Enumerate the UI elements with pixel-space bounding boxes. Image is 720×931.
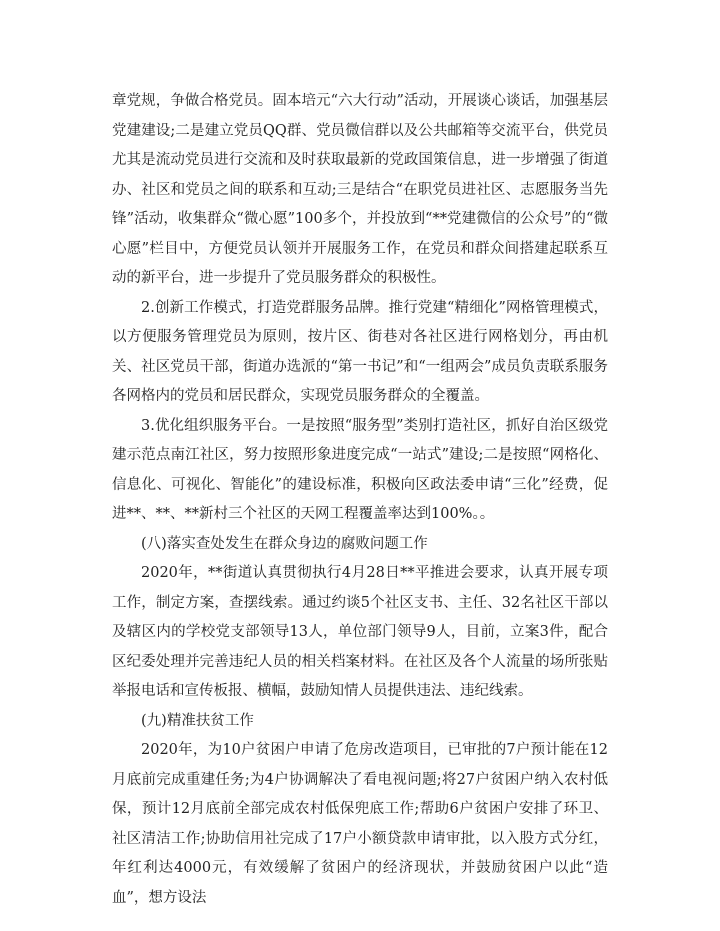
paragraph-anticorruption-work: 2020年，**街道认真贯彻执行4月28日**平推进会要求，认真开展专项工作，制定方案，查摆线索。通过约谈5个社区支书、主任、32名社区干部以及辖区内的学校党支部领导13人，单位部门领导9人，目前，立案3件，配合区纪委处理并完善违纪人员的相关档案材料。在社区及各个人流量的场所张贴举报电话和宣传板报、横幅，鼓励知情人员提供违法、违纪线索。 <box>112 565 608 699</box>
document-body <box>112 87 608 913</box>
paragraph-poverty-alleviation: 2020年，为10户贫困户申请了危房改造项目，已审批的7户预计能在12月底前完成重建任务;为4户协调解决了看电视问题;将27户贫困户纳入农村低保，预计12月底前全部完成农村低保兜底工作;帮助6户贫困户安排了环卫、社区清洁工作;协助信用社完成了17户小额贷款申请审批，以入股方式分红，年红利达4000元，有效缓解了贫困户的经济现状，并鼓励贫困户以此“造血”，想方设法 <box>112 742 608 906</box>
paragraph-party-member-activities: 章党规，争做合格党员。固本培元“六大行动”活动，开展谈心谈话，加强基层党建建设;二是建立党员QQ群、党员微信群以及公共邮箱等交流平台，供党员尤其是流动党员进行交流和及时获取最新的党政国策信息，进一步增强了街道办、社区和党员之间的联系和互动;三是结合“在职党员进社区、志愿服务当先锋”活动，收集群众“微心愿”100多个，并投放到“**党建微信的公众号”的“微心愿”栏目中，方便党员认领并开展服务工作，在党员和群众间搭建起联系互动的新平台，进一步提升了党员服务群众的积极性。 <box>112 93 608 286</box>
section-heading-anticorruption: (八)落实查处发生在群众身边的腐败问题工作 <box>141 535 428 552</box>
paragraph-work-model-innovation: 2.创新工作模式，打造党群服务品牌。推行党建“精细化”网格管理模式，以方便服务管理党员为原则，按片区、街巷对各社区进行网格划分，再由机关、社区党员干部，街道办选派的“第一书记”和“一组两会”成员负责联系服务各网格内的党员和居民群众，实现党员服务群众的全覆盖。 <box>112 299 608 404</box>
paragraph-service-platform: 3.优化组织服务平台。一是按照“服务型”类别打造社区，抓好自治区级党建示范点南江社区，努力按照形象进度完成“一站式”建设;二是按照“网格化、信息化、可视化、智能化”的建设标准，积极向区政法委申请“三化”经费，促进**、**、**新村三个社区的天网工程覆盖率达到100%。。 <box>112 417 608 522</box>
section-heading-poverty-alleviation: (九)精准扶贫工作 <box>141 712 254 729</box>
